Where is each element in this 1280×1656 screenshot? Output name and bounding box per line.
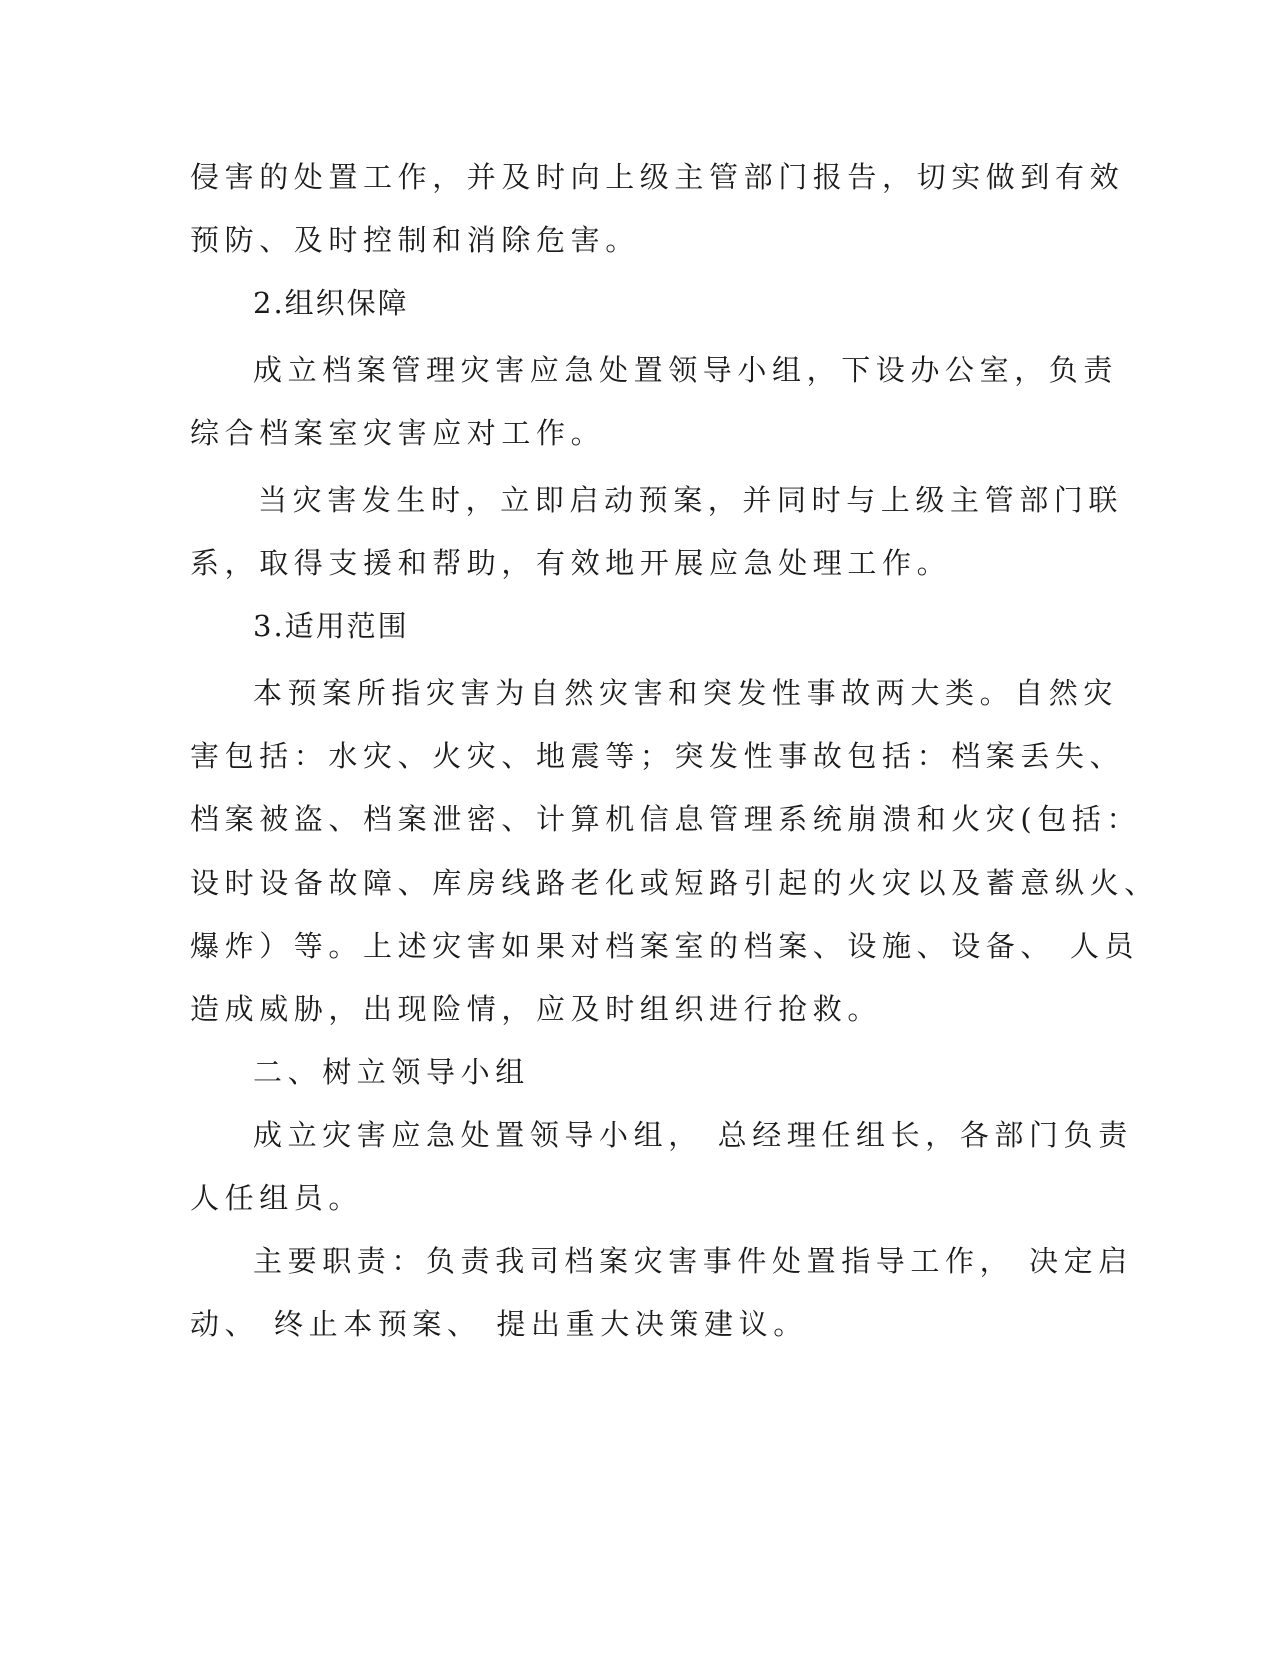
text-line: 爆炸）等。上述灾害如果对档案室的档案、设施、设备、 人员 (190, 929, 1140, 963)
text-line: 侵害的处置工作，并及时向上级主管部门报告，切实做到有效 (190, 160, 1125, 194)
section-heading: 二、树立领导小组 (253, 1055, 530, 1089)
section-heading: 3.适用范围 (253, 609, 409, 643)
text-line: 预防、及时控制和消除危害。 (190, 223, 640, 257)
text-line: 当灾害发生时，立即启动预案，并同时与上级主管部门联 (258, 483, 1124, 517)
text-line: 设时设备故障、库房线路老化或短路引起的火灾以及蓄意纵火、 (190, 866, 1159, 900)
text-line: 成立灾害应急处置领导小组， 总经理任组长，各部门负责 (253, 1118, 1133, 1152)
text-line: 本预案所指灾害为自然灾害和突发性事故两大类。自然灾 (253, 676, 1119, 710)
text-line: 造成威胁，出现险情，应及时组织进行抢救。 (190, 992, 883, 1026)
text-line: 档案被盗、档案泄密、计算机信息管理系统崩溃和火灾(包括： (190, 802, 1142, 836)
text-line: 主要职责：负责我司档案灾害事件处置指导工作， 决定启 (253, 1244, 1133, 1278)
text-line: 成立档案管理灾害应急处置领导小组，下设办公室，负责 (253, 353, 1119, 387)
text-line: 害包括：水灾、火灾、地震等；突发性事故包括：档案丢失、 (190, 739, 1125, 773)
text-line: 动、 终止本预案、 提出重大决策建议。 (190, 1307, 808, 1341)
text-line: 人任组员。 (190, 1181, 364, 1215)
section-heading: 2.组织保障 (253, 286, 409, 320)
text-line: 系，取得支援和帮助，有效地开展应急处理工作。 (190, 546, 952, 580)
text-line: 综合档案室灾害应对工作。 (190, 416, 606, 450)
